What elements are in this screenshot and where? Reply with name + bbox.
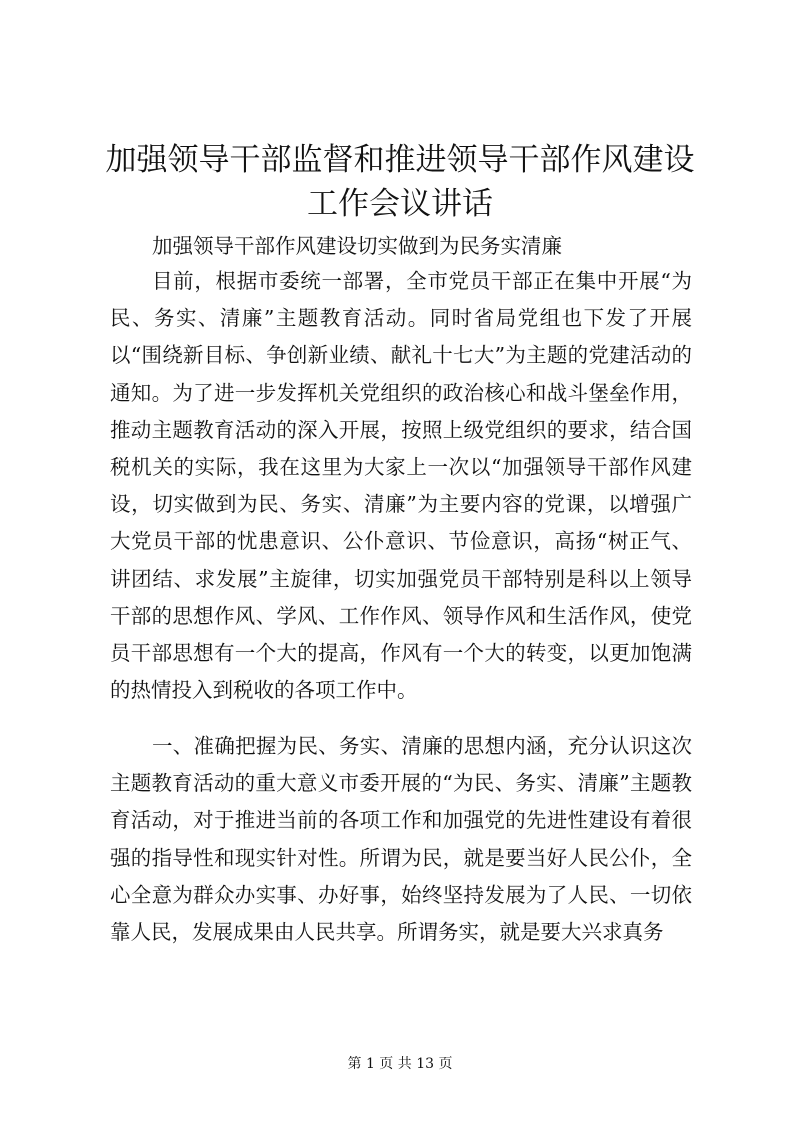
document-title: 加强领导干部监督和推进领导干部作风建设工作会议讲话	[105, 142, 695, 222]
document-subtitle: 加强领导干部作风建设切实做到为民务实清廉	[152, 234, 562, 258]
body-paragraph-2: 一、准确把握为民、务实、清廉的思想内涵，充分认识这次主题教育活动的重大意义市委开展的“为民、务实、清廉”主题教育活动，对于推进当前的各项工作和加强党的先进性建设有着很强的指导性和现实针对性。所谓为民，就是要当好人民公仆，全心全意为群众办实事、办好事，始终坚持发展为了人民、一切依靠人民，发展成果由人民共享。所谓务实，就是要大兴求真务	[110, 734, 692, 945]
body-paragraph-1: 目前，根据市委统一部署，全市党员干部正在集中开展“为民、务实、清廉”主题教育活动。同时省局党组也下发了开展以“围绕新目标、争创新业绩、献礼十七大”为主题的党建活动的通知。为了进一步发挥机关党组织的政治核心和战斗堡垒作用，推动主题教育活动的深入开展，按照上级党组织的要求，结合国税机关的实际，我在这里为大家上一次以“加强领导干部作风建设，切实做到为民、务实、清廉”为主要内容的党课，以增强广大党员干部的忧患意识、公仆意识、节俭意识，高扬“树正气、讲团结、求发展”主旋律，切实加强党员干部特别是科以上领导干部的思想作风、学风、工作作风、领导作风和生活作风，使党员干部思想有一个大的提高，作风有一个大的转变，以更加饱满的热情投入到税收的各项工作中。	[110, 269, 692, 703]
page-number-footer: 第 1 页 共 13 页	[347, 1056, 453, 1072]
